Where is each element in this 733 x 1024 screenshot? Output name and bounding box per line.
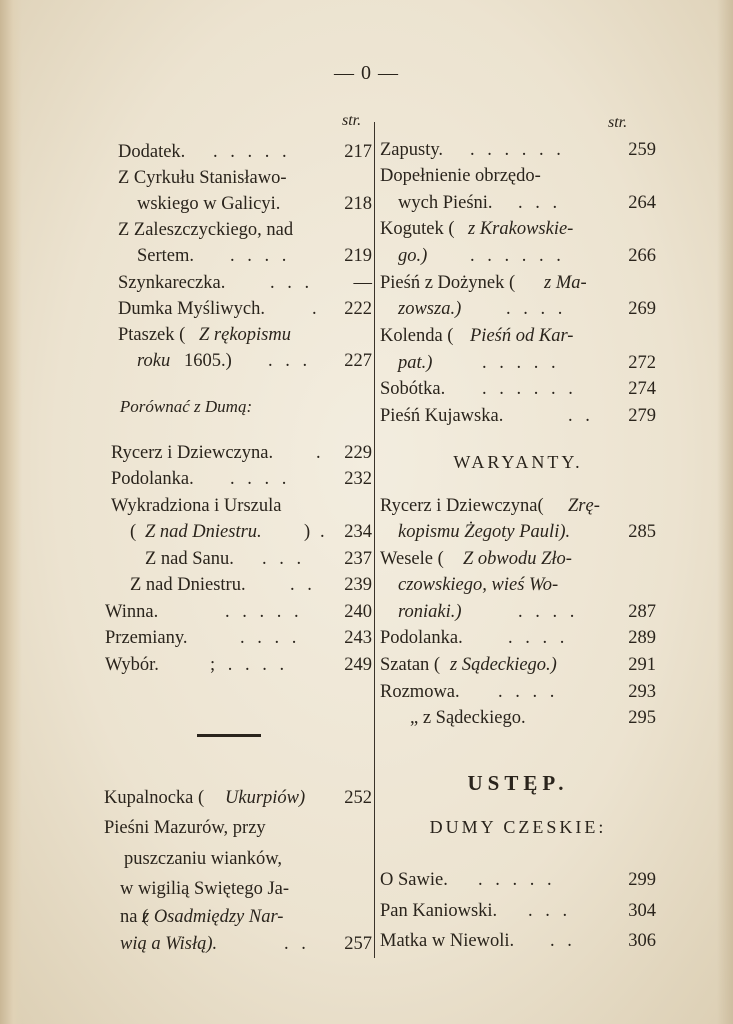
list-item: Szatan ( z Sądeckiego.) 291 [380, 655, 656, 675]
list-item: Wesele ( Z obwodu Zło- [380, 549, 572, 569]
list-item: wią a Wisłą). . . 257 [120, 934, 372, 954]
list-item: Wykradziona i Urszula [111, 496, 282, 516]
section-heading: DUMY CZESKIE: [429, 817, 607, 837]
list-item: Sertem. . . . . 219 [137, 246, 372, 266]
list-item: kopismu Żegoty Pauli). 285 [398, 522, 656, 542]
list-item: Dodatek. . . . . . 217 [118, 142, 372, 162]
section-subtitle: Porównać z Dumą: [119, 397, 253, 416]
list-item: zowsza.) . . . . 269 [398, 299, 656, 319]
list-item: Ptaszek ( Z rękopismu [118, 325, 291, 345]
page-column-label: str. [608, 114, 628, 131]
list-item: Zapusty. . . . . . . 259 [380, 140, 656, 160]
list-item: O Sawie. . . . . . 299 [380, 870, 656, 890]
list-item: Kupalnocka ( Ukurpiów) 252 [104, 788, 372, 808]
list-item: Rozmowa. . . . . 293 [380, 682, 656, 702]
section-heading: USTĘP. [467, 771, 569, 795]
list-item: Pieśni Mazurów, przy [104, 818, 266, 838]
page-edge-right [717, 0, 733, 1024]
section-heading: WARYANTY. [453, 452, 583, 472]
list-item: roniaki.) . . . . 287 [398, 602, 656, 622]
list-item: wskiego w Galicyi. 218 [137, 194, 372, 214]
list-item: Dopełnienie obrzędo- [380, 166, 541, 186]
column-divider [374, 122, 375, 958]
list-item: na ( z Osadmiędzy Nar- [120, 907, 284, 927]
list-item: Podolanka. . . . . 289 [380, 628, 656, 648]
list-item: wych Pieśni. . . . 264 [398, 193, 656, 213]
list-item: Sobótka. . . . . . . 274 [380, 379, 656, 399]
list-item: Z Zaleszczyckiego, nad [118, 220, 294, 240]
list-item: puszczaniu wianków, [124, 849, 283, 869]
list-item: pat.) . . . . . 272 [398, 353, 656, 373]
list-item: Wybór. ; . . . . 249 [105, 655, 372, 675]
list-item: Pan Kaniowski. . . . 304 [380, 901, 656, 921]
list-item: Przemiany. . . . . 243 [105, 628, 372, 648]
list-item: Szynkareczka. . . . — [118, 273, 372, 293]
list-item: w wigilią Swiętego Ja- [120, 879, 290, 899]
page-column-label: str. [342, 112, 362, 129]
list-item: go.) . . . . . . 266 [398, 246, 656, 266]
list-item: Rycerz i Dziewczyna. . 229 [111, 443, 372, 463]
list-item: Pieśń z Dożynek ( z Ma- [380, 273, 587, 293]
list-item: Z Cyrkułu Stanisławo- [118, 168, 287, 188]
list-item: ( Z nad Dniestru. ) . 234 [130, 522, 372, 542]
list-item: Dumka Myśliwych. . 222 [118, 299, 372, 319]
section-rule [197, 734, 261, 737]
list-item: Rycerz i Dziewczyna( Zrę- [380, 496, 600, 516]
list-item: Kogutek ( z Krakowskie- [380, 219, 574, 239]
list-item: „ z Sądeckiego. 295 [410, 708, 656, 728]
list-item: Matka w Niewoli. . . 306 [380, 931, 656, 951]
list-item: Winna. . . . . . 240 [105, 602, 372, 622]
page-header: — 0 — [334, 62, 399, 84]
list-item: Kolenda ( Pieśń od Kar- [380, 326, 574, 346]
list-item: Pieśń Kujawska. . . 279 [380, 406, 656, 426]
list-item: Podolanka. . . . . 232 [111, 469, 372, 489]
list-item: czowskiego, wieś Wo- [398, 575, 559, 595]
list-item: Z nad Sanu. . . . 237 [145, 549, 372, 569]
list-item: Z nad Dniestru. . . 239 [130, 575, 372, 595]
list-item: roku 1605.) . . . 227 [137, 351, 372, 371]
